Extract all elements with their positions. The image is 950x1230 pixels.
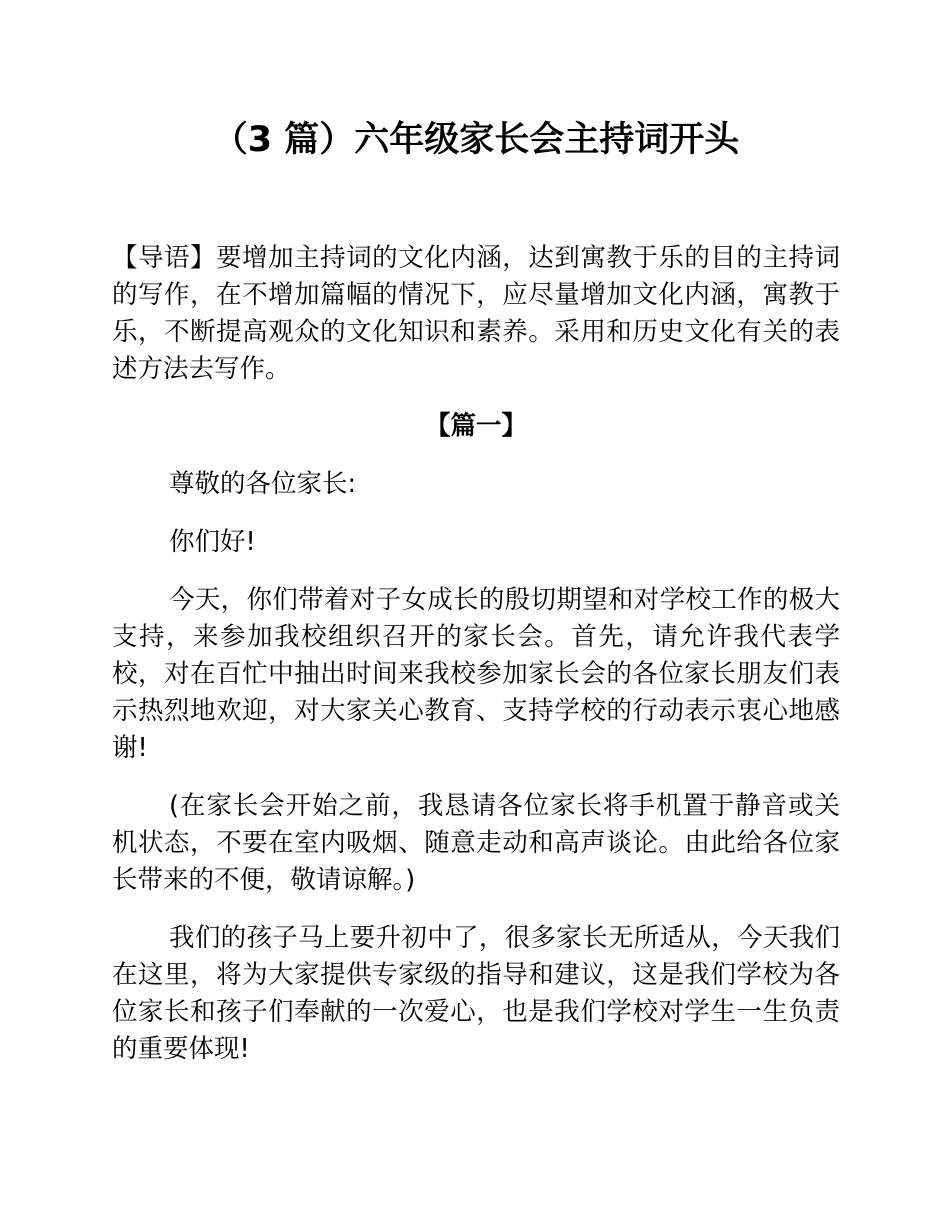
greeting-paragraph: 尊敬的各位家长: (169, 469, 357, 499)
document-title: （3 篇）六年级家长会主持词开头 (212, 120, 740, 160)
intro-paragraph: 【导语】要增加主持词的文化内涵，达到寓教于乐的目的主持词的写作，在不增加篇幅的情况下，应尽量增加文化内涵，寓教于乐，不断提高观众的文化知识和素养。采用和历史文化有关的表述方法去写作。 (112, 243, 840, 384)
notice-paragraph: (在家长会开始之前，我恳请各位家长将手机置于静音或关机状态，不要在室内吸烟、随意走动和高声谈论。由此给各位家长带来的不便，敬请谅解。) (112, 791, 840, 895)
purpose-paragraph: 我们的孩子马上要升初中了，很多家长无所适从，今天我们在这里，将为大家提供专家级的指导和建议，这是我们学校为各位家长和孩子们奉献的一次爱心，也是我们学校对学生一生负责的重要体现! (112, 923, 840, 1064)
hello-paragraph: 你们好! (169, 527, 256, 557)
welcome-paragraph: 今天，你们带着对子女成长的殷切期望和对学校工作的极大支持，来参加我校组织召开的家长会。首先，请允许我代表学校，对在百忙中抽出时间来我校参加家长会的各位家长朋友们表示热烈地欢迎，对大家关心教育、支持学校的行动表示衷心地感谢! (112, 585, 840, 763)
section-heading: 【篇一】 (424, 411, 527, 441)
